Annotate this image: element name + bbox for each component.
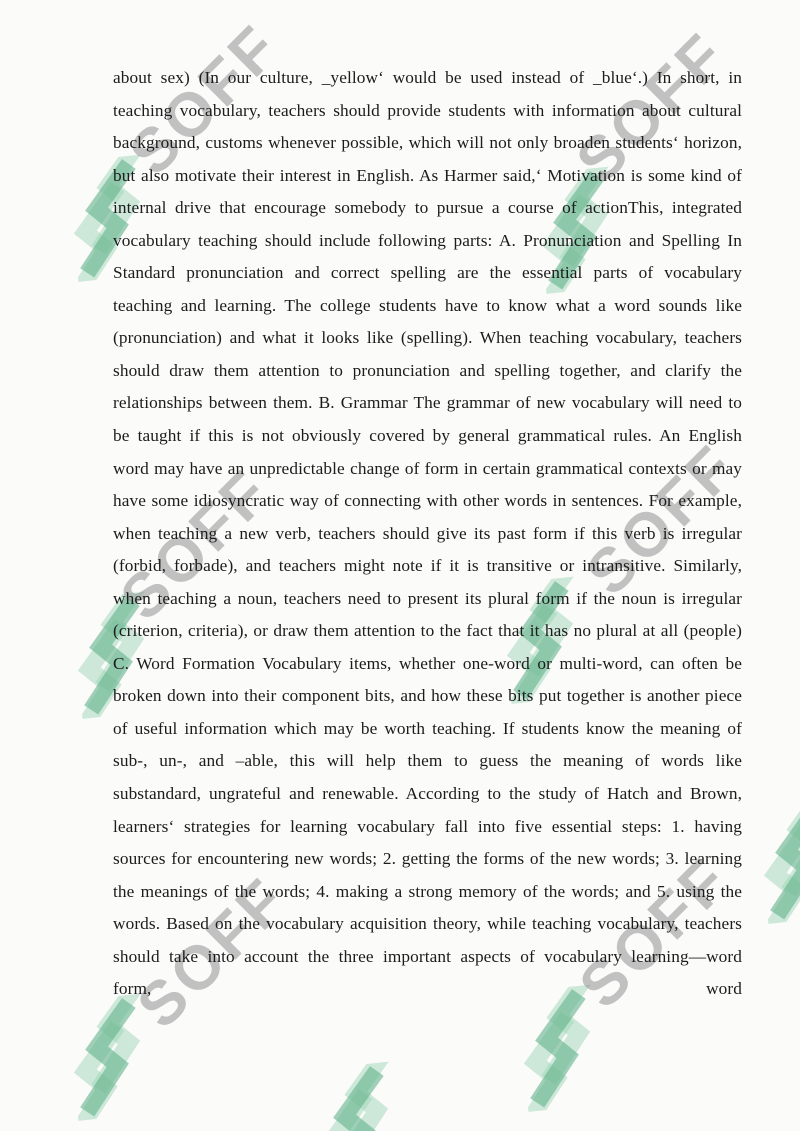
soff-logo-icon <box>756 796 800 924</box>
watermark-text: SOFF <box>573 431 751 609</box>
watermark-text: SOFF <box>116 11 294 189</box>
soff-logo-icon <box>314 1061 406 1131</box>
body-paragraph: about sex) (In our culture, _yellow‘ would be used instead of _blue‘.) In short, in teaching vocabulary, teachers should provide students with information about cultural background, customs whenever possible, which will not only broaden students‘ horizon, but also motivate their interest in English. As Harmer said,‘ Motivation is some kind of internal drive that encourage somebody to pursue a course of actionThis, integrated vocabulary teaching should include following parts: A. Pronunciation and Spelling In Standard pronunciation and correct spelling are the essential parts of vocabulary teaching and learning. The college students have to know what a word sounds like (pronunciation) and what it looks like (spelling). When teaching vocabulary, teachers should draw them attention to pronunciation and spelling together, and clarify the relationships between them. B. Grammar The grammar of new vocabulary will need to be taught if this is not obviously covered by general grammatical rules. An English word may have an unpredictable change of form in certain grammatical contexts or may have some idiosyncratic way of connecting with other words in sentences. For example, when teaching a new verb, teachers should give its past form if this verb is irregular (forbid, forbade), and teachers might note if it is transitive or intransitive. Similarly, when teaching a noun, teachers need to present its plural form if the noun is irregular (criterion, criteria), or draw them attention to the fact that it has no plural at all (people) C. Word Formation Vocabulary items, whether one-word or multi-word, can often be broken down into their component bits, and how these bits put together is another piece of useful information which may be worth teaching. If students know the meaning of sub-, un-, and –able, this will help them to guess the meaning of words like substandard, ungrateful and renewable. According to the study of Hatch and Brown, learners‘ strategies for learning vocabulary fall into five essential steps: 1. having sources for encountering new words; 2. getting the forms of the new words; 3. learning the meanings of the words; 4. making a strong memory of the words; and 5. using the words. Based on the vocabulary acquisition theory, while teaching vocabulary, teachers should take into account the three important aspects of vocabulary learning—word form, word <box>113 68 742 999</box>
watermark-text: SOFF <box>563 19 741 197</box>
watermark-text: SOFF <box>566 844 744 1022</box>
watermark-text: SOFF <box>107 456 285 634</box>
page-content <box>113 62 742 1006</box>
soff-logo-icon <box>66 993 158 1121</box>
watermark-text: SOFF <box>124 864 302 1042</box>
